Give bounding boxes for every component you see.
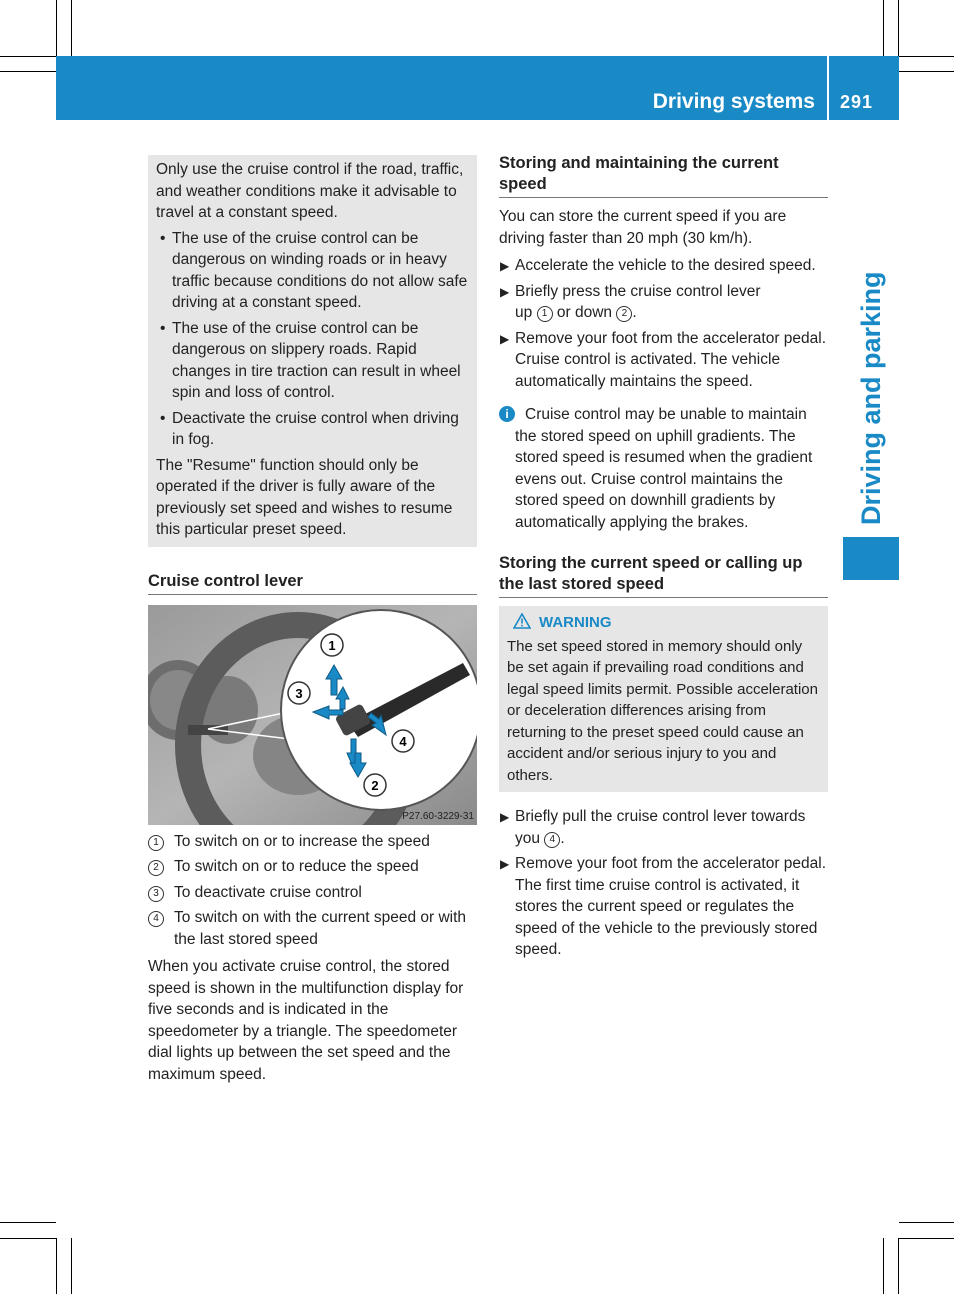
callout-3: 3	[295, 685, 303, 701]
chapter-side-label: Driving and parking	[856, 271, 886, 525]
callout-4: 4	[399, 733, 407, 749]
step: ▶ Remove your foot from the accelerator pedal. The first time cruise control is activated, it stores the current speed or regulates the speed of the vehicle to the previously stored speed.	[500, 855, 827, 958]
page-number: 291	[840, 92, 874, 112]
callout-1: 1	[328, 637, 336, 653]
warning-box	[499, 606, 828, 792]
chapter-tab-marker	[843, 537, 899, 580]
crop-mark	[898, 0, 899, 56]
warning-title: WARNING	[507, 612, 820, 634]
legend-item: 1 To switch on or to increase the speed	[148, 831, 477, 853]
crop-mark	[0, 1222, 56, 1223]
crop-mark	[898, 1238, 899, 1294]
calling-heading: Storing the current speed or calling up the last stored speed	[499, 553, 828, 598]
left-column	[148, 155, 477, 1085]
crop-mark	[0, 1238, 56, 1239]
safety-outro: The "Resume" function should only be operated if the driver is fully aware of the previously set speed and wishes to resume this particular preset speed.	[156, 456, 453, 538]
safety-bullet: • The use of the cruise control can be dangerous on slippery roads. Rapid changes in tire traction can result in wheel spin and loss of control.	[160, 319, 461, 401]
safety-notice-box	[148, 155, 477, 547]
safety-bullet: • The use of the cruise control can be dangerous on winding roads or in heavy traffic because conditions do not allow safe driving at a constant speed.	[160, 229, 468, 311]
step-result: The first time cruise control is activated, it stores the current speed or regulates the speed of the vehicle to the previously stored speed.	[515, 876, 818, 958]
storing-heading: Storing and maintaining the current speed	[499, 153, 828, 198]
legend-item: 2 To switch on or to reduce the speed	[148, 856, 477, 878]
page-header	[56, 56, 899, 120]
info-icon: i	[499, 406, 515, 422]
legend-item: 4 To switch on with the current speed or with the last stored speed	[148, 907, 477, 950]
crop-mark	[883, 1238, 884, 1294]
crop-mark	[71, 0, 72, 56]
storing-intro: You can store the current speed if you are driving faster than 20 mph (30 km/h).	[499, 208, 787, 247]
section-title: Driving systems	[652, 90, 815, 113]
crop-mark	[0, 71, 56, 72]
right-column	[499, 153, 828, 965]
lever-legend	[148, 831, 477, 951]
info-note: i Cruise control may be unable to maintain the stored speed on uphill gradients. The stored speed is resumed when the gradient evens out. Cruise control maintains the stored speed on downhill gradients by automatically applying the brakes.	[499, 404, 828, 533]
step: ▶ Accelerate the vehicle to the desired speed.	[500, 257, 816, 274]
legend-item: 3 To deactivate cruise control	[148, 882, 477, 904]
step-result: Cruise control is activated. The vehicle automatically maintains the speed.	[515, 351, 781, 390]
callout-2: 2	[371, 777, 379, 793]
warning-text: The set speed stored in memory should only be set again if prevailing road conditions and legal speed limits permit. Possible acceleration or deceleration differences arising from returning to the preset speed could cause an accident and/or serious injury to you and others.	[507, 637, 818, 784]
step: ▶ Briefly pull the cruise control lever towards you 4 .	[500, 808, 806, 847]
crop-mark	[0, 56, 56, 57]
crop-mark	[899, 56, 954, 57]
crop-mark	[899, 1222, 954, 1223]
cruise-lever-illustration	[148, 605, 477, 825]
safety-bullet: • Deactivate the cruise control when driving in fog.	[160, 409, 459, 448]
crop-mark	[899, 71, 954, 72]
crop-mark	[56, 1238, 57, 1294]
crop-mark	[899, 1238, 954, 1239]
figure-code: P27.60-3229-31	[402, 810, 474, 822]
step: ▶ Briefly press the cruise control lever up 1 or down 2 .	[500, 282, 761, 321]
cruise-lever-figure	[148, 605, 477, 825]
crop-mark	[56, 0, 57, 56]
lever-body-text: When you activate cruise control, the stored speed is shown in the multifunction display for five seconds and is indicated in the speedometer by a triangle. The speedometer dial lights up between the set speed and the maximum speed.	[148, 958, 464, 1083]
lever-heading: Cruise control lever	[148, 571, 477, 595]
safety-intro: Only use the cruise control if the road, traffic, and weather conditions make it advisable to travel at a constant speed.	[156, 161, 464, 221]
warning-triangle-icon	[513, 613, 531, 629]
crop-mark	[883, 0, 884, 56]
header-divider	[827, 56, 829, 120]
crop-mark	[71, 1238, 72, 1294]
step: ▶ Remove your foot from the accelerator pedal. Cruise control is activated. The vehicle automatically maintains the speed.	[500, 329, 827, 390]
